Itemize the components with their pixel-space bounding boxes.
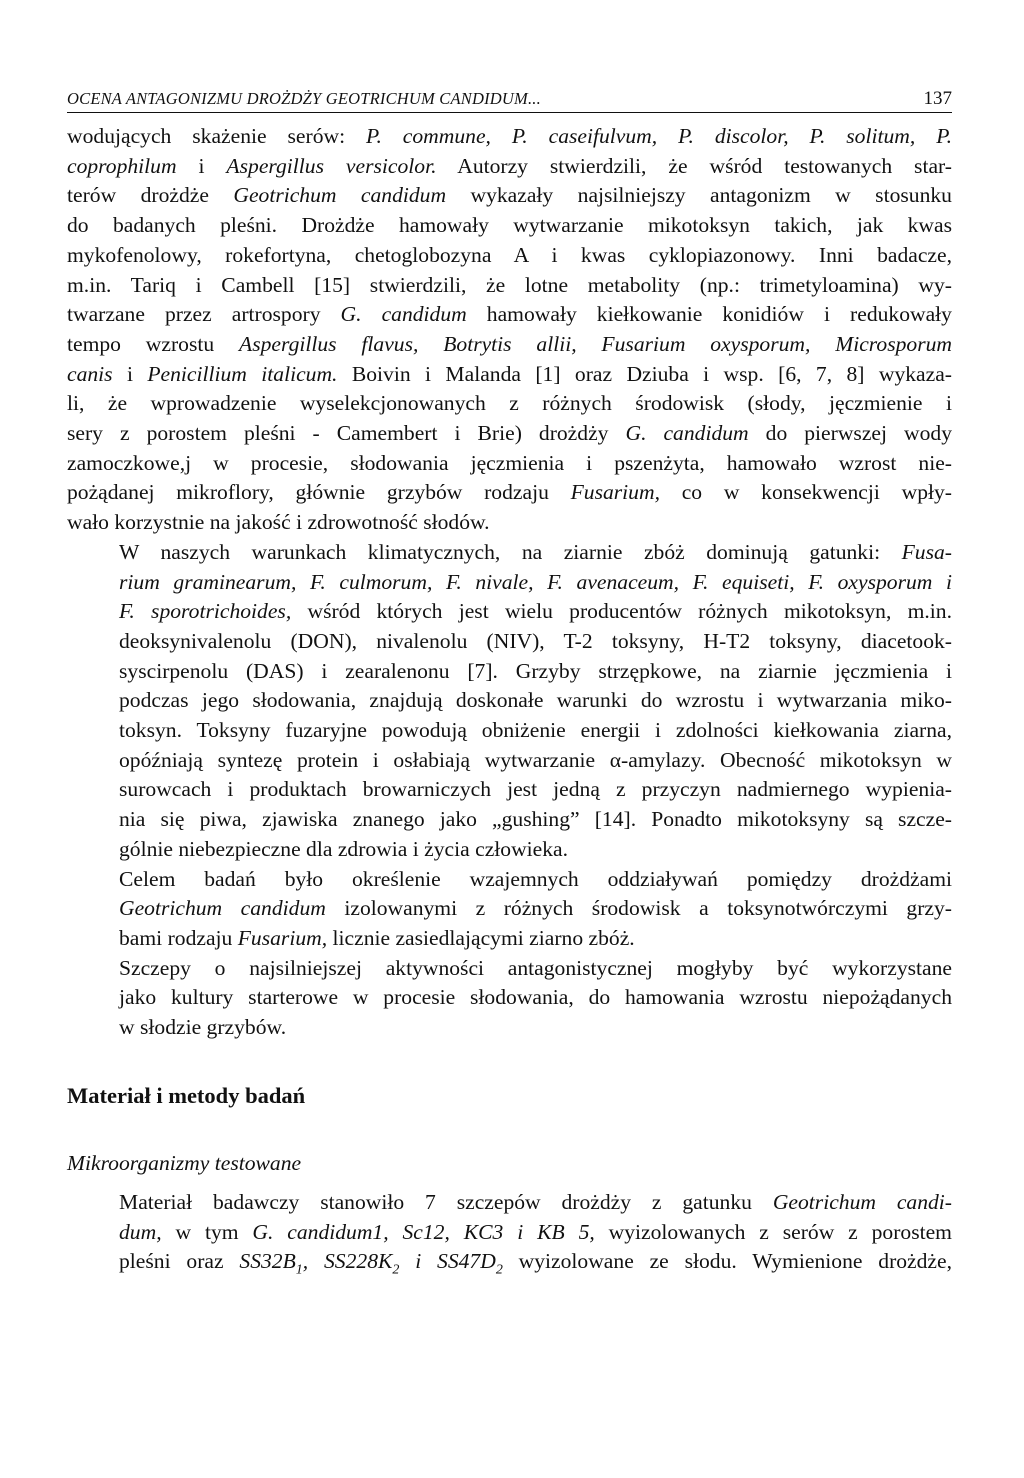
paragraph-4: Szczepy o najsilniejszej aktywności antagonistycznej mogłyby być wykorzystane jako kultury starterowe w procesie słodowania, do hamowania wzrostu niepożądanych w słodzie grzybów. (119, 955, 952, 1040)
page-number: 137 (923, 88, 952, 109)
running-title: OCENA ANTAGONIZMU DROŻDŻY GEOTRICHUM CANDIDUM... (67, 89, 541, 108)
article-body (67, 122, 952, 1285)
paragraph-3: Celem badań było określenie wzajemnych oddziaływań pomiędzy drożdżami Geotrichum candidum izolowanymi z różnych środowisk a toksynotwórczymi grzy- bami rodzaju Fusarium, licznie zasiedlającymi ziarno zbóż. (119, 866, 952, 950)
page (67, 88, 952, 1285)
paragraph-1: wodujących skażenie serów: P. commune, P. caseifulvum, P. discolor, P. solitum, P. coprophilum i Aspergillus versicolor. Autorzy stwierdzili, że wśród testowanych star- terów drożdże Geotrichum candidum wykazały najsilniejszy antagonizm w stosunku do badanych pleśni. Drożdże hamowały wytwarzanie mikotoksyn takich, jak kwas mykofenolowy, rokefortyna, chetoglobozyna A i kwas cyklopiazonowy. Inni badacze, m.in. Tariq i Cambell [15] stwierdzili, że lotne metabolity (np.: trimetyloamina) wy- twarzane przez artrospory G. candidum hamowały kiełkowanie konidiów i redukowały tempo wzrostu Aspergillus flavus, Botrytis allii, Fusarium oxysporum, Microsporum canis i Penicillium italicum. Boivin i Malanda [1] oraz Dziuba i wsp. [6, 7, 8] wykaza- li, że wprowadzenie wyselekcjonowanych z różnych środowisk (słody, jęczmienie i sery z porostem pleśni - Camembert i Brie) drożdży G. candidum do pierwszej wody zamoczkowe,j w procesie, słodowania jęczmienia i pszenżyta, hamowało wzrost nie- pożądanej mikroflory, głównie grzybów rodzaju Fusarium, co w konsekwencji wpły- wało korzystnie na jakość i zdrowotność słodów. (67, 124, 952, 535)
section-heading: Materiał i metody badań (67, 1082, 306, 1108)
paragraph-5: Materiał badawczy stanowiło 7 szczepów drożdży z gatunku Geotrichum candi- dum, w tym G. candidum1, Sc12, KC3 i KB 5, wyizolowanych z serów z porostem pleśni oraz $SS32B_1$, $SS228K_2$ i $SS47D_2$ wyizolowane ze słodu. Wymienione drożdże, (119, 1189, 953, 1278)
subsection-heading: Mikroorganizmy testowane (67, 1150, 302, 1175)
running-header (67, 88, 952, 113)
paragraph-2: W naszych warunkach klimatycznych, na ziarnie zbóż dominują gatunki: Fusa- rium graminearum, F. culmorum, F. nivale, F. avenaceum, F. equiseti, F. oxysporum i F. sporotrichoides, wśród których jest wielu producentów różnych mikotoksyn, m.in. deoksynivalenolu (DON), nivalenolu (NIV), T-2 toksyny, H-T2 toksyny, diacetook- syscirpenolu (DAS) i zearalenonu [7]. Grzyby strzępkowe, na ziarnie jęczmienia i podczas jego słodowania, znajdują doskonałe warunki do wzrostu i wytwarzania miko- toksyn. Toksyny fuzaryjne powodują obniżenie energii i zdolności kiełkowania ziarna, opóźniają syntezę protein i osłabiają wytwarzanie α-amylazy. Obecność mikotoksyn w surowcach i produktach browarniczych jest jedną z przyczyn nadmiernego wypienia- nia się piwa, zjawiska znanego jako „gushing” [14]. Ponadto mikotoksyny są szcze- gólnie niebezpieczne dla zdrowia i życia człowieka. (119, 539, 952, 861)
